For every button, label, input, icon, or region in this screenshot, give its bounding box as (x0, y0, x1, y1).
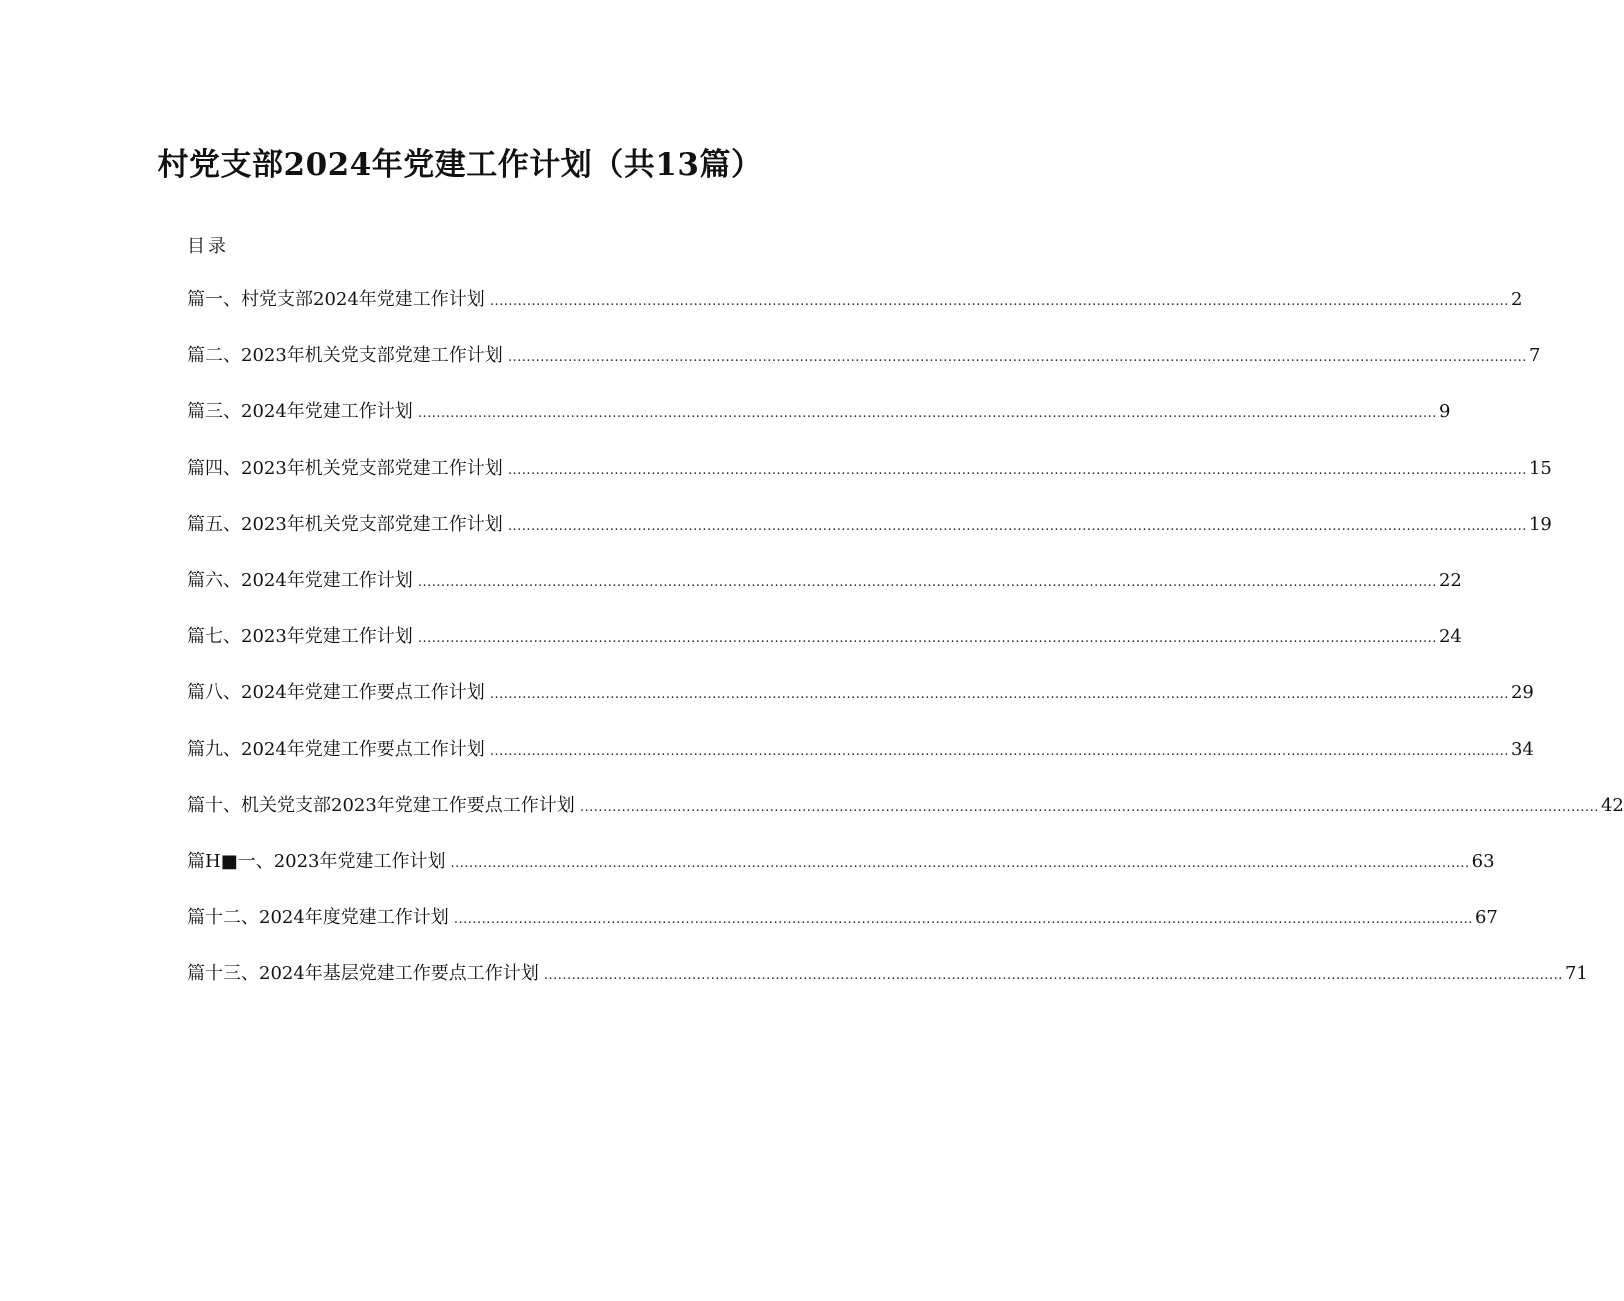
toc-entry-page: 42 (1600, 794, 1624, 816)
toc-entry-label: 篇九、2024年党建工作要点工作计划 (187, 738, 485, 760)
toc-entry-label: 篇四、2023年机关党支部党建工作计划 (187, 457, 503, 479)
toc-entry-label: 篇十二、2024年度党建工作计划 (187, 907, 449, 929)
toc-entry-11[interactable] (187, 848, 1495, 876)
toc-entry-4[interactable] (187, 455, 1552, 483)
table-of-contents (187, 286, 1624, 1016)
toc-entry-10[interactable] (187, 792, 1624, 820)
toc-entry-page: 19 (1528, 513, 1552, 535)
toc-entry-5[interactable] (187, 511, 1552, 539)
toc-entry-label: 篇五、2023年机关党支部党建工作计划 (187, 513, 503, 535)
toc-entry-label: 篇三、2024年党建工作计划 (187, 401, 413, 423)
toc-entry-label: 篇八、2024年党建工作要点工作计划 (187, 682, 485, 704)
dot-leader: ............................................................................................................................................................................................................................ (453, 912, 1473, 928)
toc-entry-label: 篇一、村党支部2024年党建工作计划 (187, 289, 485, 310)
toc-entry-7[interactable] (187, 623, 1462, 651)
toc-entry-label: 篇H■一、2023年党建工作计划 (187, 850, 446, 872)
dot-leader: ............................................................................................................................................................................................................................ (579, 799, 1599, 815)
dot-leader: ............................................................................................................................................................................................................................ (417, 574, 1437, 590)
dot-leader: ............................................................................................................................................................................................................................ (450, 855, 1470, 871)
dot-leader: ............................................................................................................................................................................................................................ (507, 518, 1527, 534)
toc-entry-page: 67 (1474, 907, 1498, 929)
toc-entry-13[interactable] (187, 960, 1588, 988)
toc-entry-6[interactable] (187, 567, 1462, 595)
dot-leader: ............................................................................................................................................................................................................................ (489, 743, 1509, 759)
toc-entry-page: 22 (1438, 569, 1462, 591)
toc-entry-page: 15 (1528, 457, 1552, 479)
toc-entry-page: 29 (1510, 682, 1534, 704)
toc-entry-page: 71 (1564, 963, 1588, 985)
dot-leader: ............................................................................................................................................................................................................................ (543, 968, 1563, 984)
toc-entry-label: 篇六、2024年党建工作计划 (187, 569, 413, 591)
dot-leader: ............................................................................................................................................................................................................................ (417, 631, 1437, 647)
toc-entry-1[interactable] (187, 286, 1523, 314)
toc-entry-12[interactable] (187, 904, 1498, 932)
toc-entry-label: 篇二、2023年机关党支部党建工作计划 (187, 345, 503, 367)
toc-entry-page: 34 (1510, 738, 1534, 760)
dot-leader: ............................................................................................................................................................................................................................ (417, 406, 1437, 422)
dot-leader: ............................................................................................................................................................................................................................ (507, 350, 1527, 366)
dot-leader: ............................................................................................................................................................................................................................ (489, 294, 1509, 309)
toc-entry-3[interactable] (187, 398, 1451, 426)
toc-entry-page: 7 (1528, 345, 1541, 367)
document-title: 村党支部2024年党建工作计划（共13篇） (157, 147, 763, 183)
dot-leader: ............................................................................................................................................................................................................................ (507, 462, 1527, 478)
toc-entry-page: 24 (1438, 626, 1462, 648)
toc-heading: 目录 (187, 236, 229, 257)
toc-entry-page: 63 (1471, 850, 1495, 872)
toc-entry-9[interactable] (187, 736, 1534, 764)
dot-leader: ............................................................................................................................................................................................................................ (489, 687, 1509, 703)
toc-entry-label: 篇十、机关党支部2023年党建工作要点工作计划 (187, 794, 575, 816)
toc-entry-label: 篇十三、2024年基层党建工作要点工作计划 (187, 963, 539, 985)
toc-entry-8[interactable] (187, 679, 1534, 707)
toc-entry-label: 篇七、2023年党建工作计划 (187, 626, 413, 648)
toc-entry-page: 2 (1510, 289, 1523, 310)
toc-entry-2[interactable] (187, 342, 1541, 370)
toc-entry-page: 9 (1438, 401, 1451, 423)
